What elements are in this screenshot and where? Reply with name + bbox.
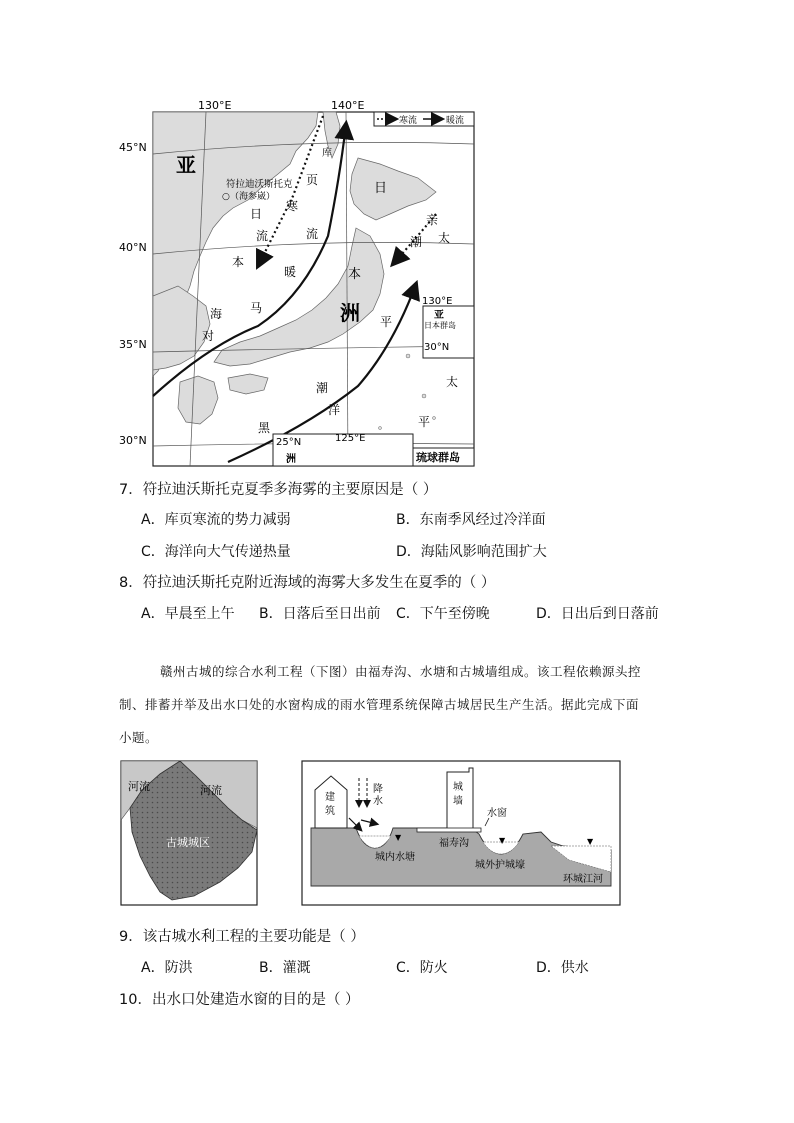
q8-stem: 8．符拉迪沃斯托克附近海域的海雾大多发生在夏季的（ ）: [119, 575, 496, 591]
ditch-label: 福寿沟: [439, 838, 469, 849]
label-asia-continent: 洲: [340, 301, 360, 325]
q9-option-b[interactable]: B．灌溉: [259, 960, 311, 976]
label-japan-ri: 日: [374, 181, 388, 196]
legend-warm-label: 暖流: [446, 116, 465, 126]
city-name: 符拉迪沃斯托克: [226, 179, 293, 190]
river-label-left: 河流: [128, 780, 150, 793]
q9-option-a[interactable]: A．防洪: [141, 960, 193, 976]
label-ye: 页: [306, 173, 319, 187]
lat-label-45: 45°N: [119, 141, 147, 154]
ryukyu-label: 琉球群岛: [416, 451, 460, 464]
window-label: 水窗: [487, 808, 507, 819]
label-dui: 对: [202, 329, 215, 343]
wall-label-1: 城: [453, 782, 463, 793]
label-sea-ben: 本: [232, 255, 245, 269]
water-system-cross-section: [301, 760, 621, 906]
q7-option-d[interactable]: D．海陆风影响范围扩大: [396, 544, 547, 560]
inset-top-islands: 日本群岛: [424, 321, 456, 330]
label-ping: 平: [380, 315, 393, 329]
island-dot: [406, 354, 410, 358]
label-ma: 马: [250, 301, 263, 315]
label-sea-ri: 日: [250, 207, 263, 221]
wall-label-2: 墙: [453, 796, 463, 807]
label-liu: 流: [306, 227, 319, 241]
pond-label: 城内水塘: [375, 852, 415, 863]
lat-label-35: 35°N: [119, 338, 147, 351]
water-level-mark: ▼: [499, 836, 506, 845]
label-nuan: 暖: [284, 265, 297, 279]
q9-stem: 9．该古城水利工程的主要功能是（ ）: [119, 929, 365, 945]
river-label-right: 河流: [200, 784, 222, 797]
ocean-currents-map: [118, 96, 478, 468]
building-label-1: 建: [325, 792, 335, 803]
lat-label-30: 30°N: [119, 434, 147, 447]
water-level-mark: ▼: [587, 837, 594, 846]
q7-option-b[interactable]: B．东南季风经过冷洋面: [396, 512, 546, 528]
island-dot: [433, 417, 436, 420]
inset-top-lat: 30°N: [424, 342, 450, 353]
rain-label-2: 水: [373, 796, 383, 807]
inset-bottom-lon: 125°E: [335, 433, 366, 444]
passage-line-2: 制、排蓄并举及出水口处的水窗构成的雨水管理系统保障古城居民生产生活。据此完成下面: [119, 697, 640, 712]
label-japan-ben: 本: [348, 267, 362, 282]
label-ping2: 平: [418, 415, 431, 429]
label-yang: 洋: [328, 403, 341, 417]
legend-cold-label: 寒流: [399, 116, 418, 126]
ancient-city-map: [120, 760, 258, 906]
inset-top-lon: 130°E: [422, 296, 453, 307]
label-ku: 库: [322, 148, 332, 159]
q7-stem: 7．符拉迪沃斯托克夏季多海雾的主要原因是（ ）: [119, 482, 438, 498]
q9-option-c[interactable]: C．防火: [396, 960, 448, 976]
label-liu2: 流: [256, 229, 269, 243]
city-marker: ○: [222, 192, 230, 202]
q7-option-a[interactable]: A．库页寒流的势力减弱: [141, 512, 291, 528]
q8-option-d[interactable]: D．日出后到日落前: [536, 606, 659, 622]
lon-label-130: 130°E: [198, 99, 232, 112]
label-chao: 潮: [410, 235, 423, 249]
q9-option-d[interactable]: D．供水: [536, 960, 589, 976]
q8-option-a[interactable]: A．早晨至上午: [141, 606, 235, 622]
label-qin: 亲: [426, 213, 439, 227]
q7-option-c[interactable]: C．海洋向大气传递热量: [141, 544, 291, 560]
label-tai2: 太: [446, 375, 459, 389]
city-alias: （海参崴）: [230, 192, 276, 202]
lon-label-140: 140°E: [331, 99, 365, 112]
rain-label-1: 降: [373, 784, 383, 795]
island-dot: [379, 427, 382, 430]
passage-line-3: 小题。: [119, 730, 159, 745]
q8-option-c[interactable]: C．下午至傍晚: [396, 606, 490, 622]
q8-option-b[interactable]: B．日落后至日出前: [259, 606, 381, 622]
label-sea-hai: 海: [210, 307, 223, 321]
inset-bottom-lat: 25°N: [276, 437, 302, 448]
q10-stem: 10．出水口处建造水窗的目的是（ ）: [119, 992, 360, 1008]
inset-top-asia: 亚: [434, 310, 444, 321]
label-tai: 太: [438, 231, 451, 245]
building-label-2: 筑: [325, 806, 335, 817]
label-chao2: 潮: [316, 381, 329, 395]
label-asia: 亚: [176, 153, 196, 177]
label-hei: 黑: [258, 421, 271, 435]
water-level-mark: ▼: [395, 833, 402, 842]
river-label: 环城江河: [563, 874, 603, 885]
passage-line-1: 赣州古城的综合水利工程（下图）由福寿沟、水塘和古城墙组成。该工程依赖源头控: [160, 664, 642, 679]
island-dot: [422, 394, 426, 398]
label-han: 寒: [286, 199, 299, 213]
fushou-ditch: [417, 828, 481, 832]
lat-label-40: 40°N: [119, 241, 147, 254]
city-district-label: 古城城区: [166, 836, 210, 849]
inset-bottom-label: 洲: [286, 454, 296, 465]
moat-label: 城外护城壕: [475, 860, 525, 871]
